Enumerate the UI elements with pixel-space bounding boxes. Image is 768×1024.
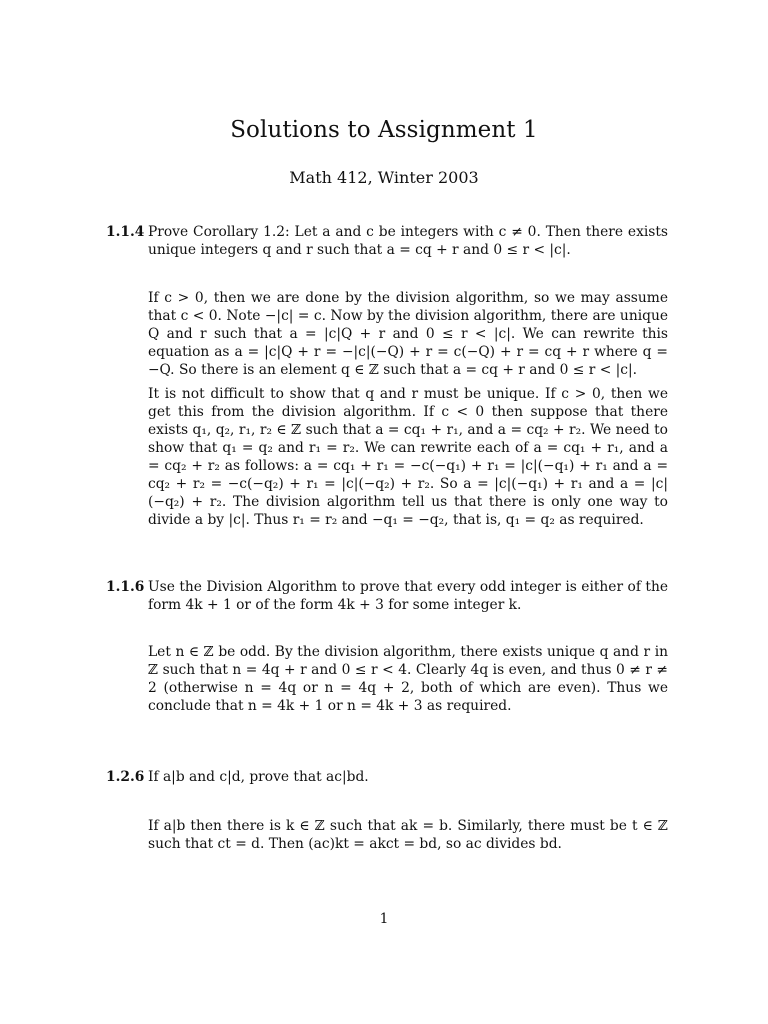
problem-1-1-4 xyxy=(106,223,668,259)
page-subtitle: Math 412, Winter 2003 xyxy=(289,168,479,187)
problem-1-2-6 xyxy=(106,768,668,786)
solution-paragraph: It is not difficult to show that q and r must be unique. If c > 0, then we get this from the division algorithm. If c < 0 then suppose that there exists q₁, q₂, r₁, r₂ ∈ ℤ such that a = cq₁ + r₁, and a = cq₂ + r₂. We need to show that q₁ = q₂ and r₁ = r₂. We can rewrite each of a = cq₁ + r₁, and a = cq₂ + r₂ as follows: a = cq₁ + r₁ = −c(−q₁) + r₁ = |c|(−q₁) + r₁ and a = cq₂ + r₂ = −c(−q₂) + r₁ = |c|(−q₂) + r₂. So a = |c|(−q₁) + r₁ and a = |c|(−q₂) + r₂. The division algorithm tell us that there is only one way to divide a by |c|. Thus r₁ = r₂ and −q₁ = −q₂, that is, q₁ = q₂ as required. xyxy=(148,386,668,528)
solution-paragraph: Let n ∈ ℤ be odd. By the division algorithm, there exists unique q and r in ℤ such that n = 4q + r and 0 ≤ r < 4. Clearly 4q is even, and thus 0 ≠ r ≠ 2 (otherwise n = 4q or n = 4q + 2, both of which are even). Thus we conclude that n = 4k + 1 or n = 4k + 3 as required. xyxy=(148,644,668,714)
problem-number: 1.1.4 xyxy=(106,224,145,240)
solution-1-1-6 xyxy=(148,643,668,721)
solution-1-2-6 xyxy=(148,817,668,859)
problem-number: 1.2.6 xyxy=(106,769,145,785)
problem-statement: Use the Division Algorithm to prove that every odd integer is either of the form 4k + 1 or of the form 4k + 3 for some integer k. xyxy=(148,579,668,613)
problem-number: 1.1.6 xyxy=(106,579,145,595)
page-title: Solutions to Assignment 1 xyxy=(230,117,538,143)
solution-1-1-4 xyxy=(148,289,668,535)
solution-paragraph: If c > 0, then we are done by the division algorithm, so we may assume that c < 0. Note −|c| = c. Now by the division algorithm, there are unique Q and r such that a = |c|Q + r and 0 ≤ r < |c|. We can rewrite this equation as a = |c|Q + r = −|c|(−Q) + r = c(−Q) + r = cq + r where q = −Q. So there is an element q ∈ ℤ such that a = cq + r and 0 ≤ r < |c|. xyxy=(148,290,668,378)
solution-paragraph: If a|b then there is k ∈ ℤ such that ak = b. Similarly, there must be t ∈ ℤ such that ct = d. Then (ac)kt = akct = bd, so ac divides bd. xyxy=(148,818,668,852)
problem-statement: Prove Corollary 1.2: Let a and c be integers with c ≠ 0. Then there exists unique integers q and r such that a = cq + r and 0 ≤ r < |c|. xyxy=(148,224,668,258)
problem-1-1-6 xyxy=(106,578,668,614)
page-number: 1 xyxy=(379,911,389,927)
problem-statement: If a|b and c|d, prove that ac|bd. xyxy=(148,769,369,785)
